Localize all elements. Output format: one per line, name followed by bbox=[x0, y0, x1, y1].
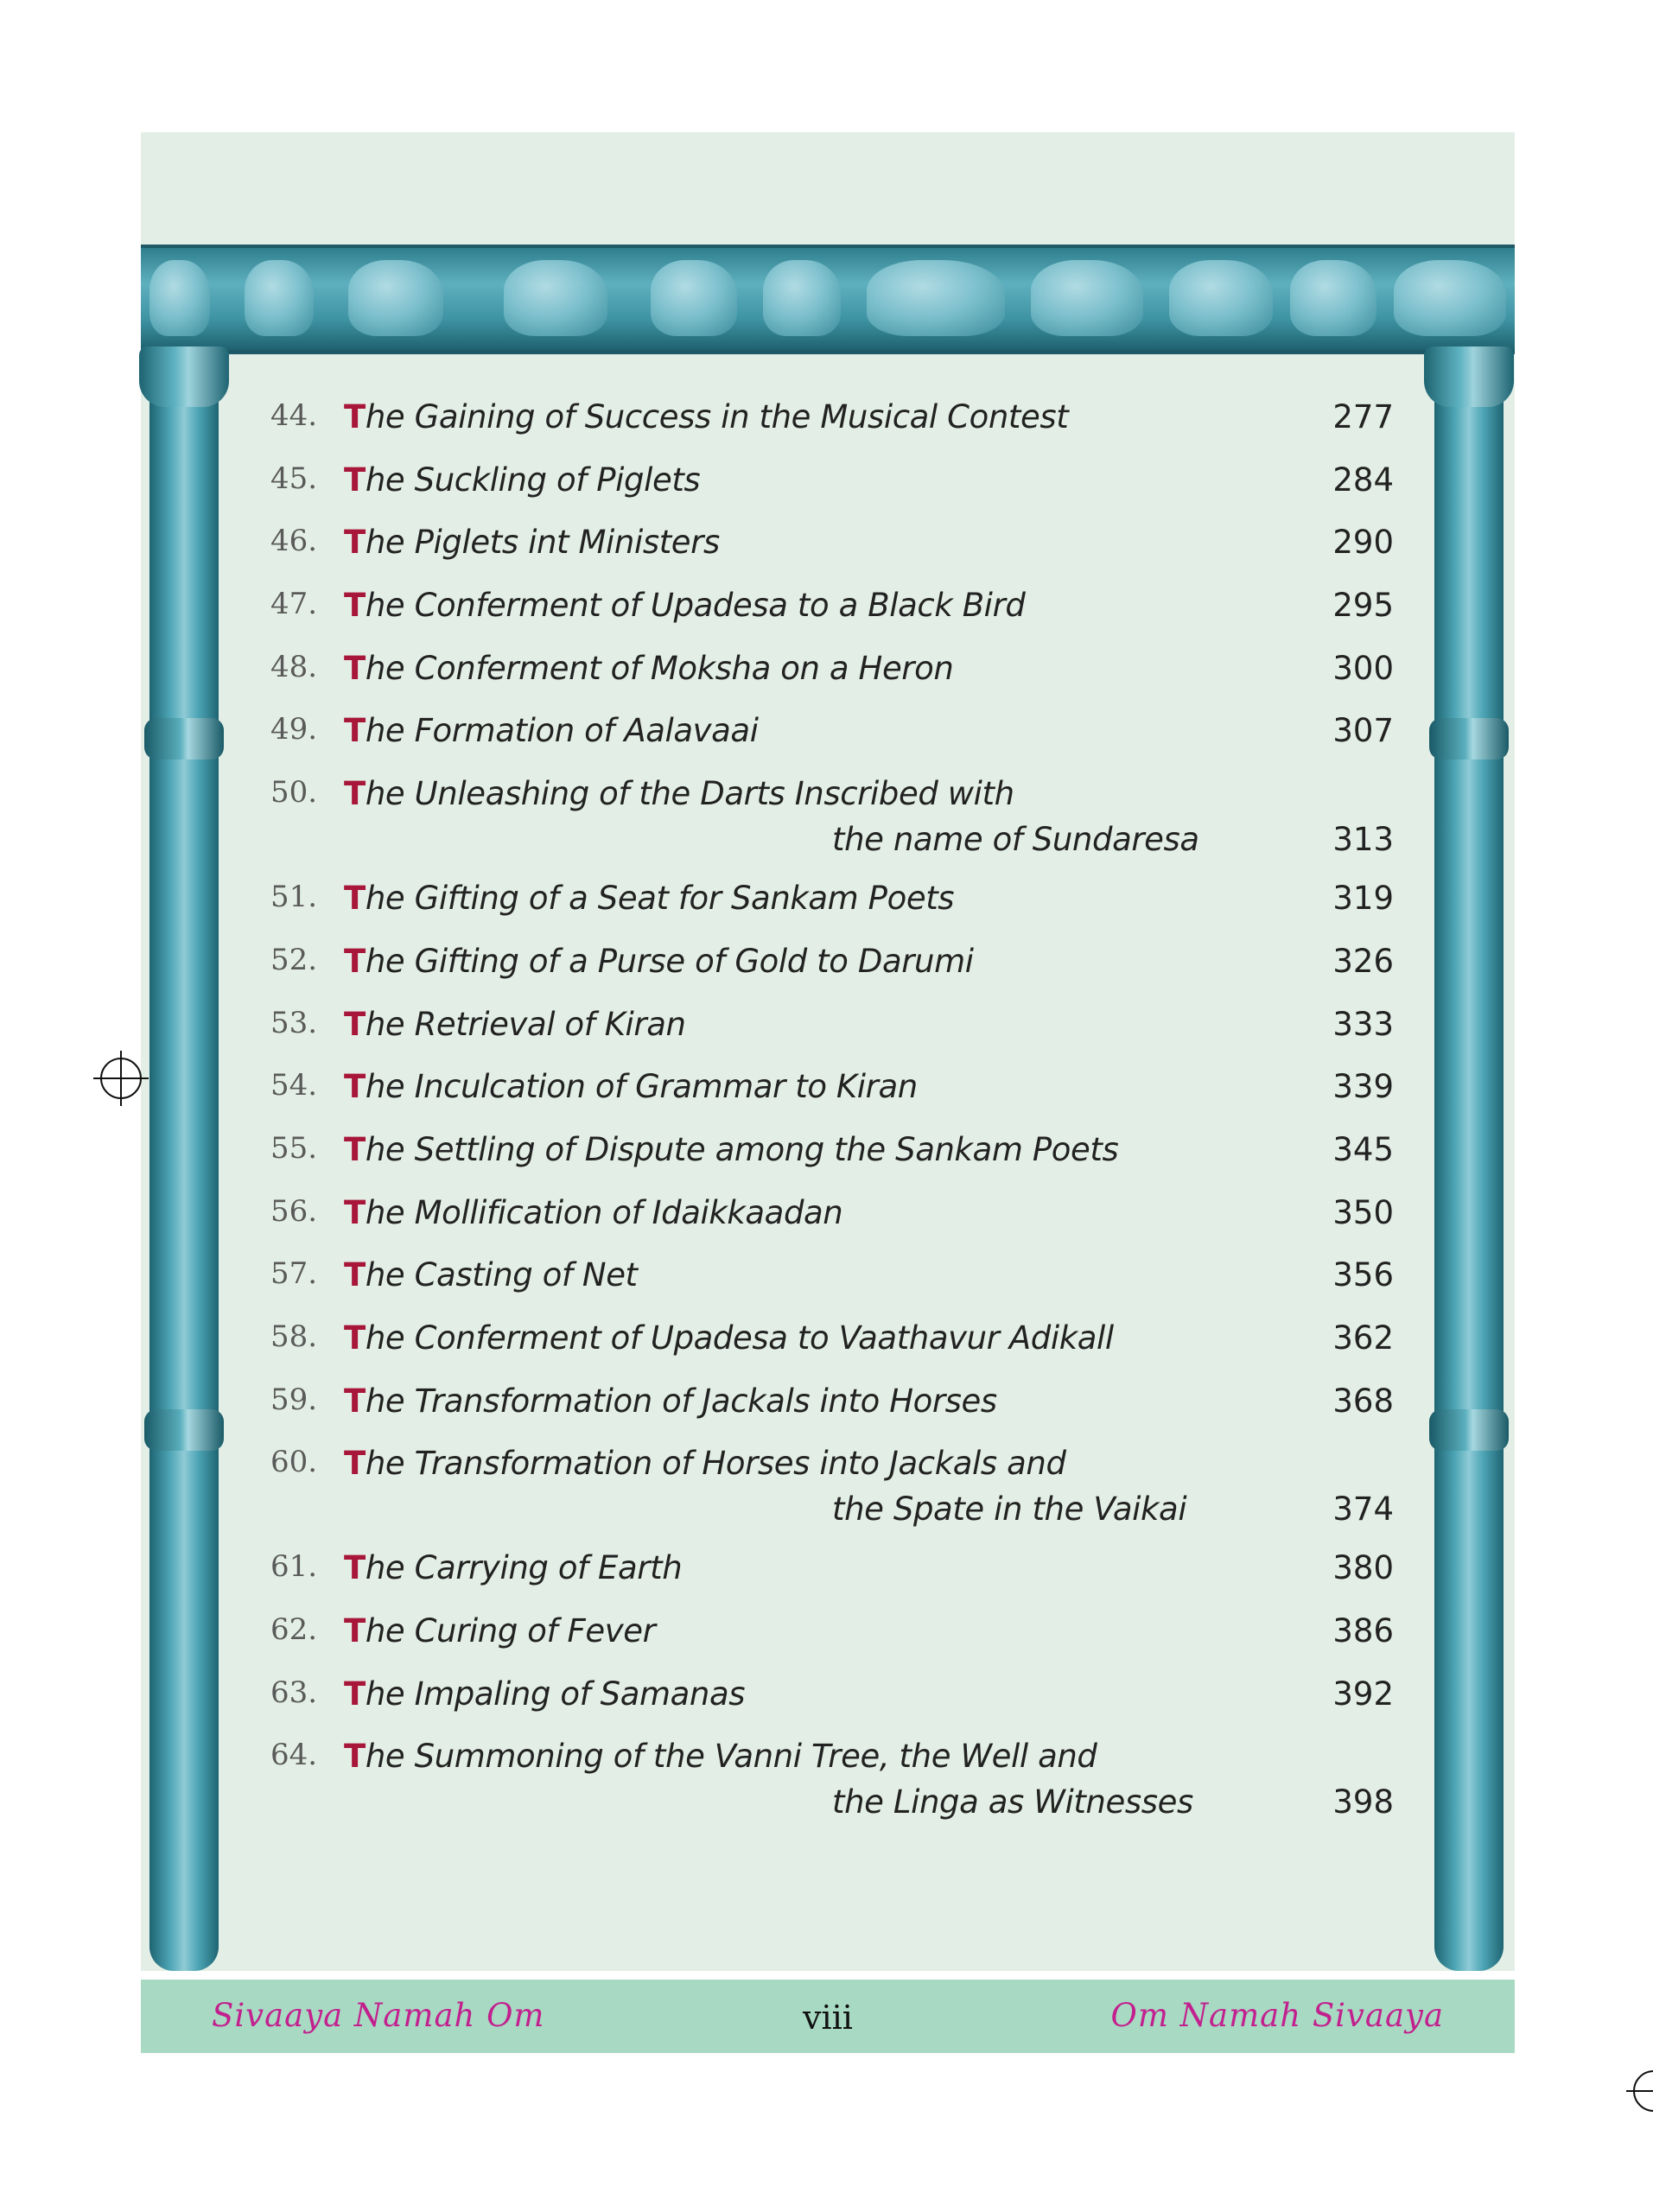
entry-page-number: 290 bbox=[1332, 524, 1394, 562]
entry-page-number: 350 bbox=[1332, 1193, 1394, 1231]
entry-title bbox=[344, 1068, 918, 1105]
entry-title-text: he Gifting of a Purse of Gold to Darumi bbox=[365, 942, 974, 980]
entry-number: 55. bbox=[270, 1130, 318, 1166]
entry-page-number: 392 bbox=[1332, 1675, 1394, 1713]
page-number: viii bbox=[803, 1999, 853, 2037]
entry-title-continuation: the Spate in the Vaikai bbox=[832, 1491, 1187, 1529]
entry-initial: T bbox=[344, 1068, 366, 1106]
entry-page-number: 284 bbox=[1332, 461, 1394, 499]
entry-title-text: he Impaling of Samanas bbox=[365, 1675, 746, 1713]
right-pillar-image bbox=[1434, 346, 1504, 1971]
toc-entry bbox=[270, 1544, 1394, 1607]
registration-mark-icon bbox=[100, 1058, 142, 1099]
entry-initial: T bbox=[344, 1445, 366, 1483]
entry-number: 58. bbox=[270, 1319, 318, 1354]
entry-page-number: 319 bbox=[1332, 880, 1394, 918]
entry-title-text: he Conferment of Upadesa to a Black Bird bbox=[365, 587, 1026, 625]
toc-entry bbox=[270, 938, 1394, 1001]
footer-right-text: Om Namah Sivaaya bbox=[1110, 1997, 1444, 2034]
entry-title-text: he Settling of Dispute among the Sankam Poets bbox=[365, 1130, 1119, 1168]
toc-entry bbox=[270, 1189, 1394, 1252]
entry-title bbox=[344, 1549, 682, 1586]
table-of-contents bbox=[270, 393, 1394, 1837]
entry-title-text: he Piglets int Ministers bbox=[365, 524, 720, 562]
entry-title bbox=[344, 461, 700, 499]
entry-number: 62. bbox=[270, 1612, 318, 1647]
entry-title bbox=[344, 1445, 1066, 1482]
toc-entry bbox=[270, 707, 1394, 770]
entry-initial: T bbox=[344, 649, 366, 687]
entry-initial: T bbox=[344, 1319, 366, 1357]
toc-entry bbox=[270, 1607, 1394, 1670]
entry-title-text: he Summoning of the Vanni Tree, the Well and bbox=[365, 1738, 1097, 1776]
entry-initial: T bbox=[344, 942, 366, 980]
entry-number: 45. bbox=[270, 461, 318, 496]
toc-entry bbox=[270, 1251, 1394, 1314]
entry-initial: T bbox=[344, 1549, 366, 1587]
entry-title bbox=[344, 1612, 655, 1649]
entry-title bbox=[344, 1194, 842, 1231]
entry-title bbox=[344, 587, 1025, 624]
entry-number: 47. bbox=[270, 587, 318, 622]
entry-initial: T bbox=[344, 524, 366, 562]
toc-entry bbox=[270, 770, 1394, 874]
entry-page-number: 386 bbox=[1332, 1612, 1394, 1649]
entry-number: 49. bbox=[270, 712, 318, 747]
entry-page-number: 339 bbox=[1332, 1068, 1394, 1106]
entry-title bbox=[344, 1675, 745, 1713]
entry-title-text: he Retrieval of Kiran bbox=[365, 1005, 686, 1043]
toc-entry bbox=[270, 1314, 1394, 1377]
entry-title bbox=[344, 650, 953, 687]
toc-entry bbox=[270, 645, 1394, 708]
entry-title-text: he Gifting of a Seat for Sankam Poets bbox=[365, 880, 955, 918]
footer-left-text: Sivaaya Namah Om bbox=[212, 1997, 545, 2034]
entry-title bbox=[344, 524, 720, 561]
entry-title bbox=[344, 1382, 997, 1420]
entry-title bbox=[344, 1319, 1114, 1357]
toc-entry bbox=[270, 1001, 1394, 1064]
entry-page-number: 345 bbox=[1332, 1130, 1394, 1168]
entry-title-text: he Curing of Fever bbox=[365, 1612, 656, 1649]
entry-title bbox=[344, 775, 1014, 812]
entry-title-text: he Conferment of Upadesa to Vaathavur Adikall bbox=[365, 1319, 1114, 1357]
entry-number: 54. bbox=[270, 1068, 318, 1103]
entry-number: 53. bbox=[270, 1005, 318, 1040]
entry-number: 57. bbox=[270, 1256, 318, 1292]
entry-title-text: he Suckling of Piglets bbox=[365, 461, 701, 499]
entry-title-text: he Conferment of Moksha on a Heron bbox=[365, 649, 954, 687]
entry-page-number: 398 bbox=[1332, 1783, 1394, 1821]
entry-page-number: 362 bbox=[1332, 1319, 1394, 1357]
toc-entry bbox=[270, 1063, 1394, 1126]
entry-initial: T bbox=[344, 1256, 366, 1294]
entry-page-number: 307 bbox=[1332, 712, 1394, 750]
toc-entry bbox=[270, 518, 1394, 582]
entry-title-text: he Inculcation of Grammar to Kiran bbox=[365, 1068, 918, 1106]
entry-title-text: he Casting of Net bbox=[365, 1256, 638, 1294]
entry-number: 52. bbox=[270, 942, 318, 977]
entry-initial: T bbox=[344, 1193, 366, 1231]
entry-title-text: he Gaining of Success in the Musical Contest bbox=[365, 398, 1069, 435]
toc-entry bbox=[270, 1440, 1394, 1544]
entry-initial: T bbox=[344, 398, 366, 435]
toc-entry bbox=[270, 874, 1394, 938]
left-pillar-image bbox=[149, 346, 219, 1971]
entry-page-number: 313 bbox=[1332, 821, 1394, 859]
entry-title bbox=[344, 943, 974, 980]
entry-title-text: he Unleashing of the Darts Inscribed with bbox=[365, 775, 1014, 813]
entry-initial: T bbox=[344, 775, 366, 813]
entry-initial: T bbox=[344, 1738, 366, 1776]
entry-number: 64. bbox=[270, 1738, 318, 1773]
toc-entry bbox=[270, 1126, 1394, 1189]
entry-initial: T bbox=[344, 880, 366, 918]
entry-number: 48. bbox=[270, 649, 318, 684]
entry-title bbox=[344, 712, 759, 749]
entry-initial: T bbox=[344, 1382, 366, 1420]
toc-entry bbox=[270, 1670, 1394, 1733]
entry-title bbox=[344, 880, 954, 917]
entry-number: 60. bbox=[270, 1445, 318, 1480]
entry-page-number: 326 bbox=[1332, 942, 1394, 980]
entry-initial: T bbox=[344, 461, 366, 499]
entry-number: 46. bbox=[270, 524, 318, 559]
entry-page-number: 356 bbox=[1332, 1256, 1394, 1294]
entry-page-number: 333 bbox=[1332, 1005, 1394, 1043]
toc-entry bbox=[270, 456, 1394, 519]
entry-title bbox=[344, 398, 1068, 435]
footer-band bbox=[141, 1980, 1515, 2053]
entry-page-number: 374 bbox=[1332, 1491, 1394, 1529]
entry-title bbox=[344, 1006, 686, 1043]
entry-number: 56. bbox=[270, 1193, 318, 1229]
entry-title bbox=[344, 1738, 1097, 1775]
entry-page-number: 300 bbox=[1332, 649, 1394, 687]
entry-page-number: 277 bbox=[1332, 398, 1394, 435]
entry-page-number: 295 bbox=[1332, 587, 1394, 625]
entry-initial: T bbox=[344, 1612, 366, 1649]
entry-number: 51. bbox=[270, 880, 318, 915]
entry-title bbox=[344, 1256, 638, 1294]
entry-title-text: he Mollification of Idaikkaadan bbox=[365, 1193, 843, 1231]
entry-number: 50. bbox=[270, 775, 318, 810]
entry-title-continuation: the name of Sundaresa bbox=[832, 821, 1199, 859]
entry-initial: T bbox=[344, 1130, 366, 1168]
toc-entry bbox=[270, 582, 1394, 645]
entry-title-continuation: the Linga as Witnesses bbox=[832, 1783, 1193, 1821]
entry-title bbox=[344, 1131, 1118, 1168]
entry-page-number: 380 bbox=[1332, 1549, 1394, 1587]
entry-title-text: he Formation of Aalavaai bbox=[365, 712, 759, 750]
entry-title-text: he Carrying of Earth bbox=[365, 1549, 683, 1587]
toc-entry bbox=[270, 1377, 1394, 1440]
entry-initial: T bbox=[344, 587, 366, 625]
entry-number: 44. bbox=[270, 398, 318, 433]
entry-title-text: he Transformation of Horses into Jackals and bbox=[365, 1445, 1066, 1483]
entry-page-number: 368 bbox=[1332, 1382, 1394, 1420]
entry-initial: T bbox=[344, 1675, 366, 1713]
toc-entry bbox=[270, 393, 1394, 456]
entry-initial: T bbox=[344, 1005, 366, 1043]
registration-mark-icon bbox=[1633, 2070, 1653, 2112]
entry-number: 61. bbox=[270, 1549, 318, 1585]
toc-entry bbox=[270, 1732, 1394, 1837]
carved-frieze-image bbox=[141, 245, 1515, 354]
entry-number: 59. bbox=[270, 1382, 318, 1417]
entry-number: 63. bbox=[270, 1675, 318, 1710]
entry-initial: T bbox=[344, 712, 366, 750]
entry-title-text: he Transformation of Jackals into Horses bbox=[365, 1382, 997, 1420]
